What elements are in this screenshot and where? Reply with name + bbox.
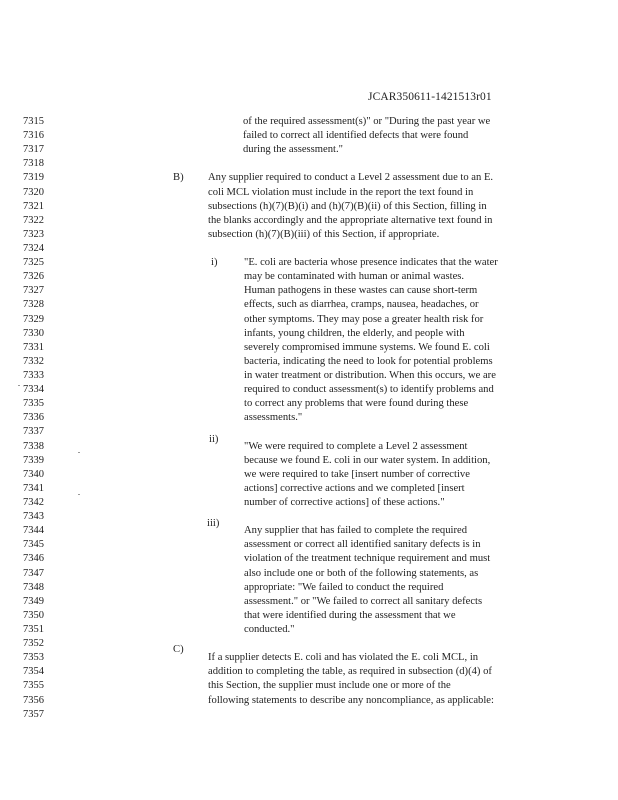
- line-number: 7335: [23, 398, 44, 410]
- line-number: 7341: [23, 482, 44, 494]
- text-line: subsections (h)(7)(B)(i) and (h)(7)(B)(ii) of this Section, filling in: [208, 200, 487, 212]
- line-number: 7319: [23, 172, 44, 184]
- line-number: 7317: [23, 144, 44, 156]
- marker-b: B): [173, 172, 184, 183]
- line-number: 7352: [23, 638, 44, 650]
- line-number: 7342: [23, 496, 44, 508]
- line-number: 7353: [23, 652, 44, 664]
- text-line: during the assessment.": [243, 144, 343, 156]
- line-number: 7320: [23, 186, 44, 198]
- line-number: 7326: [23, 271, 44, 283]
- text-line: that were identified during the assessment that we: [244, 609, 456, 621]
- text-line: effects, such as diarrhea, cramps, nausea, headaches, or: [244, 299, 479, 311]
- text-line: infants, young children, the elderly, and people with: [244, 327, 465, 339]
- scan-speck: [18, 385, 20, 386]
- line-number: 7323: [23, 228, 44, 240]
- text-line: conducted.": [244, 623, 295, 635]
- text-line: to correct any problems that were found during these: [244, 398, 469, 410]
- text-line: following statements to describe any noncompliance, as applicable:: [208, 694, 494, 706]
- text-line: may be contaminated with human or animal wastes.: [244, 271, 465, 283]
- line-number: 7330: [23, 327, 44, 339]
- line-number: 7344: [23, 525, 44, 537]
- line-number: 7336: [23, 412, 44, 424]
- text-line: coli MCL violation must include in the report the text found in: [208, 186, 474, 198]
- text-line: violation of the treatment technique requirement and must: [244, 553, 491, 565]
- text-line: this Section, the supplier must include one or more of the: [208, 680, 451, 692]
- text-line: Any supplier required to conduct a Level 2 assessment due to an E.: [208, 172, 494, 184]
- text-line: the blanks accordingly and the appropriate alternative text found in: [208, 214, 493, 226]
- text-line: because we found E. coli in our water system. In addition,: [244, 454, 491, 466]
- line-number: 7331: [23, 341, 44, 353]
- document-id: JCAR350611-1421513r01: [368, 91, 492, 103]
- line-number: 7349: [23, 595, 44, 607]
- text-line: addition to completing the table, as required in subsection (d)(4) of: [208, 666, 492, 678]
- line-number: 7333: [23, 369, 44, 381]
- line-number: 7327: [23, 285, 44, 297]
- line-number: 7339: [23, 454, 44, 466]
- line-number: 7351: [23, 623, 44, 635]
- line-number: 7315: [23, 116, 44, 127]
- line-number: 7345: [23, 539, 44, 551]
- line-number: 7321: [23, 200, 44, 212]
- line-number: 7343: [23, 511, 44, 523]
- text-line: of the required assessment(s)" or "During the past year we: [243, 116, 491, 127]
- text-line: Human pathogens in these wastes can cause short-term: [244, 285, 478, 297]
- text-line: actions] corrective actions and we completed [insert: [244, 482, 465, 494]
- line-number: 7354: [23, 666, 44, 678]
- line-number: 7334: [23, 384, 44, 396]
- marker-b-ii: ii): [209, 434, 219, 445]
- text-line: assessment." or "We failed to correct all sanitary defects: [244, 595, 483, 607]
- text-line: subsection (h)(7)(B)(iii) of this Section, if appropriate.: [208, 228, 440, 240]
- line-number: 7318: [23, 158, 44, 170]
- line-number: 7357: [23, 708, 44, 720]
- line-number: 7324: [23, 242, 44, 254]
- text-line: severely compromised immune systems. We found E. coli: [244, 341, 490, 353]
- marker-c: C): [173, 644, 184, 655]
- line-number: 7340: [23, 468, 44, 480]
- text-line: required to conduct assessment(s) to identify problems and: [244, 384, 494, 396]
- scan-speck: [78, 452, 80, 453]
- line-number: 7355: [23, 680, 44, 692]
- scan-speck: [78, 494, 80, 495]
- text-line: "We were required to complete a Level 2 assessment: [244, 440, 468, 452]
- line-number: 7322: [23, 214, 44, 226]
- line-number: 7338: [23, 440, 44, 452]
- text-line: number of corrective actions] of these actions.": [244, 496, 445, 508]
- line-number: 7328: [23, 299, 44, 311]
- text-line: appropriate: "We failed to conduct the required: [244, 581, 444, 593]
- line-number: 7346: [23, 553, 44, 565]
- text-line: If a supplier detects E. coli and has violated the E. coli MCL, in: [208, 652, 479, 664]
- line-number: 7316: [23, 130, 44, 142]
- text-line: in water treatment or distribution. When this occurs, we are: [244, 369, 496, 381]
- line-number: 7347: [23, 567, 44, 579]
- line-number: 7356: [23, 694, 44, 706]
- marker-b-iii: iii): [207, 518, 220, 529]
- text-line: assessments.": [244, 412, 303, 424]
- line-number: 7332: [23, 355, 44, 367]
- marker-b-i: i): [211, 257, 218, 268]
- text-line: "E. coli are bacteria whose presence indicates that the water: [244, 257, 498, 269]
- text-line: failed to correct all identified defects that were found: [243, 130, 469, 142]
- text-line: also include one or both of the following statements, as: [244, 567, 479, 579]
- line-number: 7325: [23, 257, 44, 269]
- text-line: bacteria, indicating the need to look for potential problems: [244, 355, 493, 367]
- line-number: 7348: [23, 581, 44, 593]
- line-number: 7350: [23, 609, 44, 621]
- line-number: 7329: [23, 313, 44, 325]
- text-line: we were required to take [insert number of corrective: [244, 468, 470, 480]
- text-line: Any supplier that has failed to complete the required: [244, 525, 467, 537]
- text-line: other symptoms. They may pose a greater health risk for: [244, 313, 484, 325]
- text-line: assessment or correct all identified sanitary defects is in: [244, 539, 481, 551]
- line-number: 7337: [23, 426, 44, 438]
